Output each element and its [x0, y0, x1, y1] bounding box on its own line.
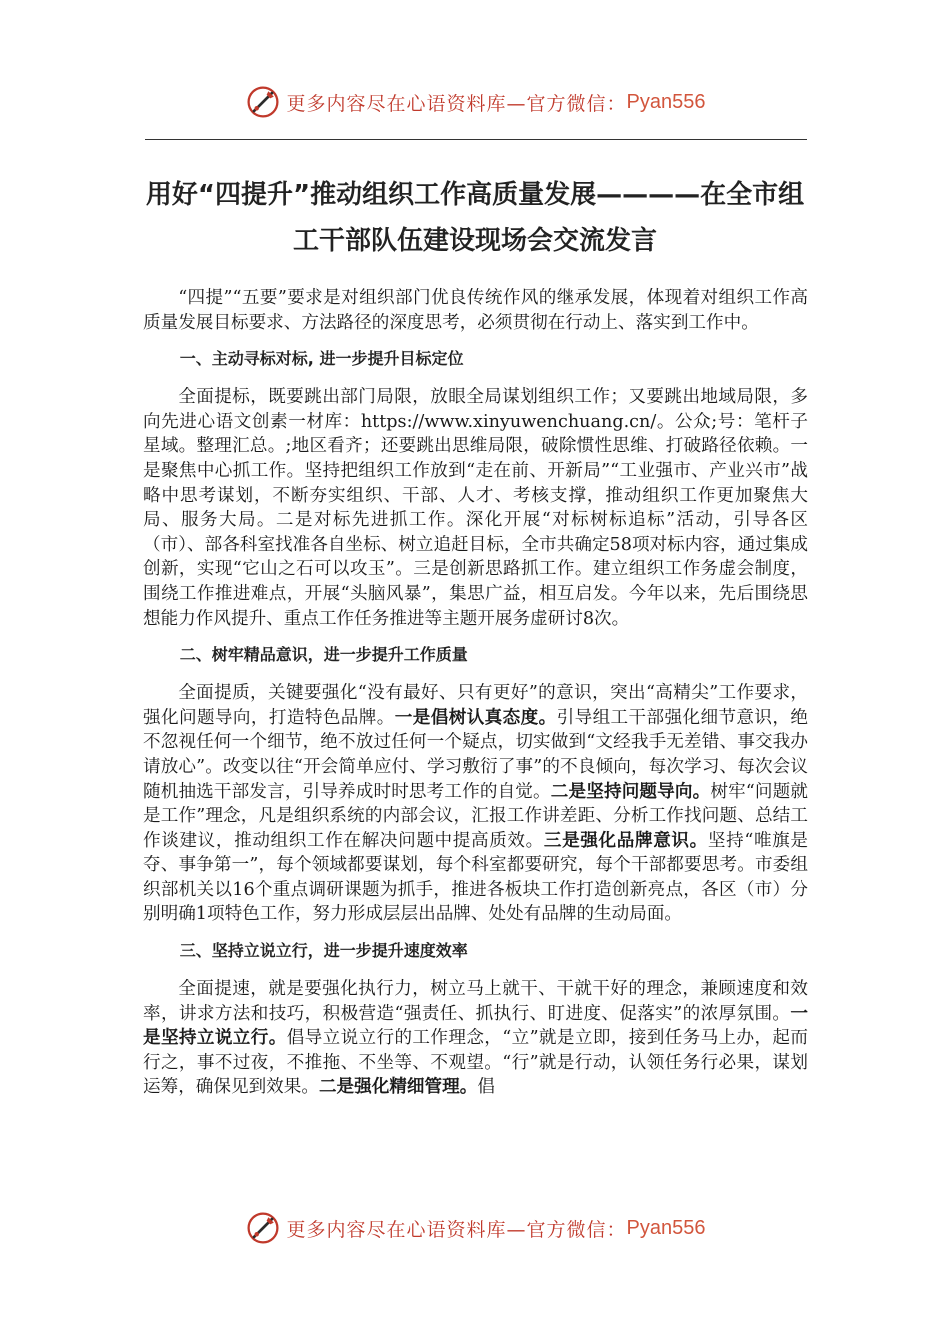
section-2-text-1: 全面提质，关键要强化“没有最好、只有更好”的意识，突出“高精尖”工作要求，强化问题导向，打造特色品牌。: [143, 683, 808, 728]
section-1-paragraph: 全面提标，既要跳出部门局限，放眼全局谋划组织工作；又要跳出地域局限，多向先进心语文创素一材库：https://www.xinyuwenchuang.cn/。公众;号：笔杆子星域。整理汇总。;地区看齐；还要跳出思维局限，破除惯性思维、打破路径依赖。一是聚焦中心抓工作。坚持把组织工作放到“走在前、开新局”“工业强市、产业兴市”战略中思考谋划，不断夯实组织、干部、人才、考核支撑，推动组织工作更加聚焦大局、服务大局。二是对标先进抓工作。深化开展“对标树标追标”活动，引导各区（市）、部各科室找准各自坐标、树立追赶目标，全市共确定58项对标内容，通过集成创新，实现“它山之石可以攻玉”。三是创新思路抓工作。建立组织工作务虚会制度，围绕工作推进难点，开展“头脑风暴”，集思广益，相互启发。今年以来，先后围绕思想能力作风提升、重点工作任务推进等主题开展务虚研讨8次。: [143, 387, 808, 629]
section-2-heading: 二、树牢精品意识，进一步提升工作质量: [179, 645, 468, 665]
section-2-point-3: 三是强化品牌意识。: [543, 830, 708, 851]
section-3-text-2: 倡导立说立行的工作理念，“立”就是立即，接到任务马上办，起而行之，事不过夜，不推拖、不坐等、不观望。“行”就是行动，认领任务行必果，谋划运筹，确保见到效果。: [143, 1028, 808, 1098]
intro-paragraph: “四提”“五要”要求是对组织部门优良传统作风的继承发展，体现着对组织工作高质量发展目标要求、方法路径的深度思考，必须贯彻在行动上、落实到工作中。: [143, 288, 808, 333]
banner-text: 更多内容尽在心语资料库—官方微信：: [286, 92, 627, 115]
section-3-paragraph: [143, 977, 808, 1100]
section-3-point-1: 一是坚持立说立行。: [143, 1003, 808, 1049]
banner-text: 更多内容尽在心语资料库—官方微信：: [286, 1218, 627, 1241]
brand-logo-icon: [245, 84, 281, 120]
section-3-text-3: 倡: [477, 1077, 495, 1098]
section-3-heading: 三、坚持立说立行，进一步提升速度效率: [179, 941, 468, 961]
section-3-point-2: 二是强化精细管理。: [318, 1077, 478, 1098]
section-2-paragraph: [143, 681, 808, 927]
header-divider: [145, 139, 807, 140]
section-2-point-2: 二是坚持问题导向。: [550, 781, 711, 802]
section-2-point-1: 一是倡树认真态度。: [394, 707, 557, 728]
brand-logo-icon: [245, 1210, 281, 1246]
section-1-heading: 一、主动寻标对标, 进一步提升目标定位: [179, 349, 464, 369]
header-banner: [0, 82, 950, 122]
section-3-text-1: 全面提速，就是要强化执行力，树立马上就干、干就干好的理念，兼顾速度和效率，讲求方法和技巧，积极营造“强责任、抓执行、盯进度、促落实”的浓厚氛围。: [143, 979, 808, 1024]
banner-wechat-id: Pyan556: [626, 90, 706, 113]
footer-banner: [0, 1208, 950, 1248]
section-2-text-2: 引导组工干部强化细节意识，绝不忽视任何一个细节，绝不放过任何一个疑点，切实做到“文经我手无差错、事交我办请放心”。改变以往“开会简单应付、学习敷衍了事”的不良倾向，每次学习、每次会议随机抽选干部发言，引导养成时时思考工作的自觉。: [143, 707, 808, 802]
document-title: 用好“四提升”推动组织工作高质量发展————在全市组工干部队伍建设现场会交流发言: [145, 180, 805, 256]
banner-wechat-id: Pyan556: [626, 1216, 706, 1239]
document-body: [143, 286, 808, 1100]
section-2-text-3: 树牢“问题就是工作”理念，凡是组织系统的内部会议，汇报工作讲差距、分析工作找问题、总结工作谈建议，推动组织工作在解决问题中提高质效。: [143, 781, 808, 851]
section-2-text-4: 坚持“唯旗是夺、事争第一”，每个领域都要谋划，每个科室都要研究，每个干部都要思考。市委组织部机关以16个重点调研课题为抓手，推进各板块工作打造创新亮点，各区（市）分别明确1项特色工作，努力形成层层出品牌、处处有品牌的生动局面。: [143, 830, 808, 925]
